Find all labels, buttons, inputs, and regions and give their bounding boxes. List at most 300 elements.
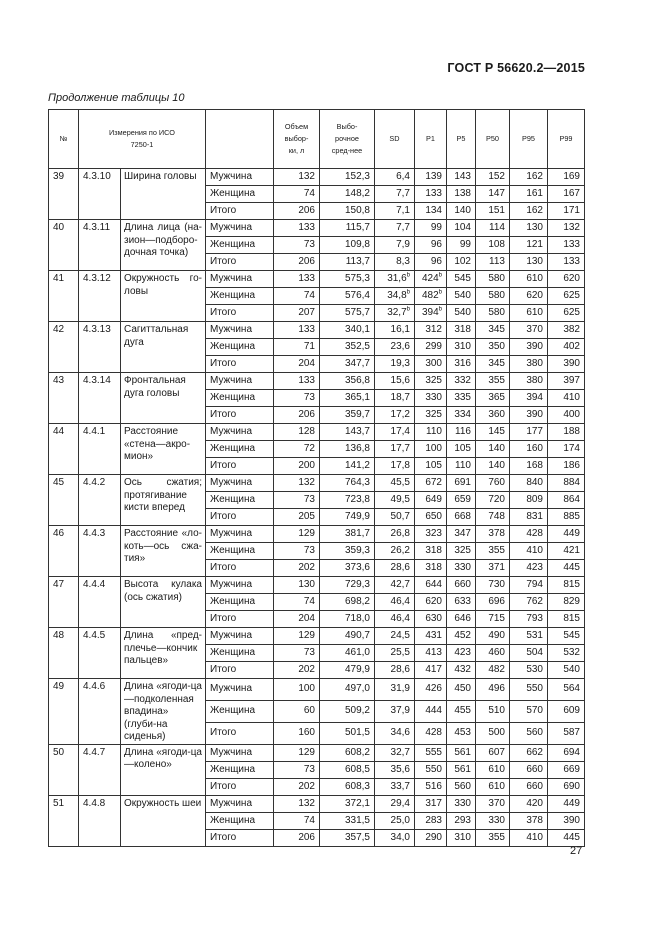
p50-value-text: 715 (488, 613, 505, 624)
p1-value (415, 373, 447, 390)
p50-value-text: 610 (488, 780, 505, 792)
p99-value (548, 679, 585, 701)
col-header-sd: SD (375, 110, 415, 169)
sd-value-text: 37,9 (390, 705, 410, 717)
sample-mean: 357,5 (320, 829, 375, 846)
standard-designation: ГОСТ Р 56620.2—2015 (447, 61, 585, 75)
p50-value-text: 345 (488, 358, 505, 369)
p1-value (415, 700, 447, 722)
p5-value-text: 452 (454, 630, 471, 641)
p50-value (476, 645, 510, 662)
sd-value (375, 407, 415, 424)
p5-value (447, 237, 476, 254)
p99-value (548, 169, 585, 186)
sample-mean: 347,7 (320, 356, 375, 373)
measurement-name-text: Фронтальная дуга головы (124, 375, 186, 399)
sample-size: 73 (274, 645, 320, 662)
sd-value-text: 26,8 (390, 528, 410, 539)
iso-clause: 4.4.6 (79, 679, 121, 745)
p5-value (447, 829, 476, 846)
sd-value (375, 305, 415, 322)
sample-mean: 608,5 (320, 761, 375, 778)
p5-value-text: 423 (454, 647, 471, 658)
p99-value-text: 694 (563, 746, 580, 758)
sample-size: 129 (274, 628, 320, 645)
sd-value-text: 34,8 (387, 290, 407, 301)
p50-value-text: 580 (488, 307, 505, 318)
p99-value-text: 397 (563, 375, 580, 386)
sex-group: Мужчина (206, 577, 274, 594)
p5-value (447, 271, 476, 288)
p99-value (548, 390, 585, 407)
p95-value (510, 722, 548, 744)
p50-value (476, 305, 510, 322)
sd-value (375, 458, 415, 475)
p5-value (447, 645, 476, 662)
p95-value (510, 271, 548, 288)
p50-value-text: 580 (488, 290, 505, 301)
sample-mean: 115,7 (320, 220, 375, 237)
p5-value-text: 540 (454, 307, 471, 318)
p99-value (548, 475, 585, 492)
p5-value-text: 561 (454, 746, 471, 758)
p1-value (415, 744, 447, 761)
p1-value (415, 829, 447, 846)
sample-mean: 490,7 (320, 628, 375, 645)
sex-group: Мужчина (206, 220, 274, 237)
sample-mean: 575,3 (320, 271, 375, 288)
sd-value (375, 628, 415, 645)
p95-value-text: 428 (526, 528, 543, 539)
p5-value-text: 99 (459, 239, 471, 250)
p5-value-text: 347 (454, 528, 471, 539)
p50-value (476, 812, 510, 829)
p1-value (415, 492, 447, 509)
p99-value (548, 458, 585, 475)
p5-value (447, 722, 476, 744)
sex-group: Итого (206, 560, 274, 577)
p95-value (510, 390, 548, 407)
p99-value (548, 744, 585, 761)
p50-value (476, 390, 510, 407)
p95-value-text: 390 (526, 409, 543, 420)
p5-value-text: 545 (454, 273, 471, 284)
row-number: 50 (49, 744, 79, 795)
measurement-name-text: Длина лица (на-зион—подборо-дочная точка) (124, 222, 202, 258)
p95-value-text: 423 (526, 562, 543, 573)
p1-value-text: 394 (421, 307, 439, 318)
p99-value (548, 812, 585, 829)
sd-value (375, 169, 415, 186)
p5-value (447, 812, 476, 829)
row-number: 39 (49, 169, 79, 220)
sample-mean: 698,2 (320, 594, 375, 611)
p95-value (510, 254, 548, 271)
col-header-p1: P1 (415, 110, 447, 169)
p5-value-text: 660 (454, 579, 471, 590)
sample-size: 202 (274, 778, 320, 795)
p50-value (476, 271, 510, 288)
p99-value-text: 188 (563, 426, 580, 437)
sample-size: 100 (274, 679, 320, 701)
sample-mean: 143,7 (320, 424, 375, 441)
p99-value-text: 449 (563, 797, 580, 809)
sex-group: Женщина (206, 492, 274, 509)
row-number: 48 (49, 628, 79, 679)
p50-value (476, 254, 510, 271)
p99-value-text: 169 (563, 171, 580, 182)
sd-value-text: 32,7 (390, 746, 410, 758)
sd-value-text: 17,2 (390, 409, 410, 420)
col-header-sex (206, 110, 274, 169)
p5-value-text: 316 (454, 358, 471, 369)
sex-group: Итого (206, 778, 274, 795)
p1-value (415, 611, 447, 628)
p95-value (510, 407, 548, 424)
col-header-iso: Измерения по ИСО 7250-1 (79, 110, 206, 169)
table-header-row (49, 110, 585, 169)
sd-value (375, 186, 415, 203)
sample-mean: 764,3 (320, 475, 375, 492)
measurement-name-text: Сагиттальная дуга (124, 324, 189, 348)
p1-value (415, 761, 447, 778)
sample-mean: 331,5 (320, 812, 375, 829)
p99-value-text: 815 (563, 579, 580, 590)
p95-value (510, 829, 548, 846)
p5-value (447, 611, 476, 628)
sex-group: Итого (206, 407, 274, 424)
p95-value-text: 380 (526, 375, 543, 386)
row-number: 47 (49, 577, 79, 628)
p95-value (510, 475, 548, 492)
p1-value (415, 390, 447, 407)
sd-value (375, 373, 415, 390)
p1-value-text: 139 (425, 171, 442, 182)
p50-value (476, 475, 510, 492)
p99-value-text: 400 (563, 409, 580, 420)
p99-value-text: 540 (563, 664, 580, 675)
sample-size: 202 (274, 560, 320, 577)
sd-value-text: 42,7 (390, 579, 410, 590)
p50-value-text: 355 (488, 545, 505, 556)
p5-value (447, 169, 476, 186)
sample-size: 206 (274, 254, 320, 271)
p95-value (510, 611, 548, 628)
p5-value-text: 143 (454, 171, 471, 182)
iso-clause: 4.4.7 (79, 744, 121, 795)
p95-value-text: 394 (526, 392, 543, 403)
sample-mean: 359,3 (320, 543, 375, 560)
sex-group: Итого (206, 722, 274, 744)
p1-value (415, 628, 447, 645)
p99-value-text: 884 (563, 477, 580, 488)
p50-value-text: 345 (488, 324, 505, 335)
measurement-name (121, 577, 206, 628)
measurement-name (121, 475, 206, 526)
p99-value (548, 628, 585, 645)
row-number: 46 (49, 526, 79, 577)
sample-size: 133 (274, 322, 320, 339)
sd-value-text: 8,3 (396, 256, 410, 267)
sd-value (375, 356, 415, 373)
p50-value (476, 679, 510, 701)
p99-value-text: 625 (563, 290, 580, 301)
p5-value (447, 458, 476, 475)
p50-value (476, 186, 510, 203)
p99-value-text: 669 (563, 763, 580, 775)
p95-value (510, 373, 548, 390)
p5-value-text: 105 (454, 443, 471, 454)
p95-value (510, 237, 548, 254)
p1-value (415, 424, 447, 441)
p99-value (548, 373, 585, 390)
p99-value (548, 220, 585, 237)
p95-value (510, 169, 548, 186)
p1-value-text: 644 (425, 579, 442, 590)
p99-value (548, 778, 585, 795)
sample-size: 130 (274, 577, 320, 594)
p50-value (476, 458, 510, 475)
p50-value-text: 114 (489, 222, 505, 233)
table-row (49, 424, 585, 441)
table-row (49, 373, 585, 390)
p99-value-text: 167 (563, 188, 580, 199)
p95-value-text: 380 (526, 358, 543, 369)
sample-mean: 356,8 (320, 373, 375, 390)
p50-value (476, 220, 510, 237)
p5-value (447, 492, 476, 509)
table-row (49, 526, 585, 543)
p1-value-text: 630 (425, 613, 442, 624)
p95-value-text: 162 (526, 205, 543, 216)
p99-value (548, 662, 585, 679)
p99-value (548, 577, 585, 594)
p1-value-text: 444 (425, 705, 442, 717)
p99-value (548, 611, 585, 628)
p1-value (415, 577, 447, 594)
p99-value (548, 722, 585, 744)
p50-value (476, 424, 510, 441)
p95-value-text: 370 (526, 324, 543, 335)
sample-size: 73 (274, 761, 320, 778)
col-header-p99: P99 (548, 110, 585, 169)
p1-value (415, 237, 447, 254)
p5-value (447, 390, 476, 407)
sex-group: Женщина (206, 186, 274, 203)
p50-value (476, 237, 510, 254)
measurement-name-text: Длина «ягоди-ца—подколенная впадина» (глуби-на сиденья) (124, 681, 202, 742)
iso-clause: 4.4.4 (79, 577, 121, 628)
p5-value-text: 668 (454, 511, 471, 522)
p1-value-text: 417 (425, 664, 442, 675)
sex-group: Мужчина (206, 628, 274, 645)
sex-group: Мужчина (206, 424, 274, 441)
col-header-p50: P50 (476, 110, 510, 169)
p1-value-text: 318 (425, 545, 442, 556)
p1-value-text: 318 (425, 562, 442, 573)
sample-size: 205 (274, 509, 320, 526)
sample-mean: 749,9 (320, 509, 375, 526)
sample-mean: 340,1 (320, 322, 375, 339)
sex-group: Итого (206, 203, 274, 220)
sample-mean: 381,7 (320, 526, 375, 543)
p1-value-text: 482 (421, 290, 439, 301)
sample-mean: 729,3 (320, 577, 375, 594)
sd-value-text: 7,9 (396, 239, 410, 250)
p5-value (447, 373, 476, 390)
measurement-name (121, 679, 206, 745)
p50-value (476, 543, 510, 560)
p95-value-text: 410 (526, 545, 543, 556)
p50-value-text: 500 (488, 727, 505, 739)
sd-value-text: 34,0 (390, 831, 410, 843)
p99-value (548, 509, 585, 526)
p99-value-text: 171 (563, 205, 580, 216)
sample-size: 160 (274, 722, 320, 744)
sample-mean: 352,5 (320, 339, 375, 356)
p5-value (447, 305, 476, 322)
p95-value (510, 356, 548, 373)
p50-value (476, 373, 510, 390)
p50-value-text: 490 (488, 630, 505, 641)
p1-value-text: 110 (426, 426, 442, 437)
p5-value-text: 104 (454, 222, 471, 233)
p99-value (548, 339, 585, 356)
sample-mean: 359,7 (320, 407, 375, 424)
p1-value (415, 169, 447, 186)
p99-value (548, 594, 585, 611)
sex-group: Женщина (206, 594, 274, 611)
p50-value-text: 330 (488, 814, 505, 826)
p99-value-text: 390 (563, 358, 580, 369)
p5-value (447, 577, 476, 594)
sample-size: 133 (274, 271, 320, 288)
p1-value-text: 105 (425, 460, 442, 471)
p1-value-text: 300 (425, 358, 442, 369)
p1-value (415, 203, 447, 220)
p5-value (447, 628, 476, 645)
p5-value-text: 450 (454, 683, 471, 695)
sample-size: 73 (274, 543, 320, 560)
p99-value (548, 356, 585, 373)
p1-value (415, 441, 447, 458)
p95-value-text: 840 (526, 477, 543, 488)
p5-value-text: 293 (454, 814, 471, 826)
sex-group: Мужчина (206, 795, 274, 812)
p1-value-text: 550 (425, 763, 442, 775)
p99-value (548, 829, 585, 846)
p95-value (510, 220, 548, 237)
p99-value (548, 271, 585, 288)
p1-value (415, 356, 447, 373)
p99-value-text: 829 (563, 596, 580, 607)
p99-value-text: 390 (563, 814, 580, 826)
p95-value-text: 410 (526, 831, 543, 843)
sample-mean: 501,5 (320, 722, 375, 744)
p5-value-text: 633 (454, 596, 471, 607)
sample-size: 74 (274, 594, 320, 611)
p99-value (548, 441, 585, 458)
sample-mean: 141,2 (320, 458, 375, 475)
p99-value (548, 424, 585, 441)
p1-value (415, 271, 447, 288)
sample-mean: 109,8 (320, 237, 375, 254)
sd-value (375, 611, 415, 628)
measurement-name-text: Окружность го-ловы (124, 273, 202, 297)
sd-value-text: 34,6 (390, 727, 410, 739)
p50-value-text: 496 (488, 683, 505, 695)
sd-value-text: 28,6 (390, 664, 410, 675)
p1-value-text: 325 (425, 409, 442, 420)
sd-value (375, 424, 415, 441)
sd-value (375, 254, 415, 271)
sd-value (375, 220, 415, 237)
p1-value (415, 594, 447, 611)
sd-value-text: 29,4 (390, 797, 410, 809)
sample-size: 129 (274, 744, 320, 761)
p95-value (510, 424, 548, 441)
p99-value (548, 288, 585, 305)
p5-value-text: 116 (455, 426, 471, 437)
p95-value (510, 744, 548, 761)
p95-value (510, 662, 548, 679)
sd-value-text: 24,5 (390, 630, 410, 641)
sd-value-text: 23,6 (390, 341, 410, 352)
p50-value (476, 288, 510, 305)
p5-value (447, 339, 476, 356)
p99-value-text: 133 (563, 256, 580, 267)
sample-size: 128 (274, 424, 320, 441)
p5-value-text: 560 (454, 780, 471, 792)
p50-value-text: 760 (488, 477, 505, 488)
p1-value-text: 312 (425, 324, 442, 335)
p5-value (447, 560, 476, 577)
sex-group: Женщина (206, 761, 274, 778)
iso-clause: 4.3.14 (79, 373, 121, 424)
p50-value (476, 169, 510, 186)
p50-value (476, 744, 510, 761)
p5-value (447, 679, 476, 701)
p95-value (510, 761, 548, 778)
p1-value-text: 133 (425, 188, 442, 199)
p5-value (447, 441, 476, 458)
sd-value (375, 441, 415, 458)
sd-value-text: 19,3 (390, 358, 410, 369)
sample-size: 132 (274, 475, 320, 492)
sd-value-text: 31,6 (387, 273, 407, 284)
p99-value-text: 382 (563, 324, 580, 335)
sex-group: Женщина (206, 543, 274, 560)
sd-value (375, 778, 415, 795)
p5-value (447, 475, 476, 492)
p99-value (548, 761, 585, 778)
sample-size: 60 (274, 700, 320, 722)
sd-value-text: 28,6 (390, 562, 410, 573)
footnote-marker: b (406, 306, 410, 313)
p5-value (447, 220, 476, 237)
p5-value (447, 254, 476, 271)
p1-value-text: 649 (425, 494, 442, 505)
p50-value-text: 696 (488, 596, 505, 607)
sd-value (375, 390, 415, 407)
footnote-marker: b (406, 289, 410, 296)
p95-value (510, 577, 548, 594)
p95-value-text: 560 (526, 727, 543, 739)
p99-value-text: 402 (563, 341, 580, 352)
sex-group: Женщина (206, 339, 274, 356)
p50-value (476, 662, 510, 679)
p50-value (476, 594, 510, 611)
